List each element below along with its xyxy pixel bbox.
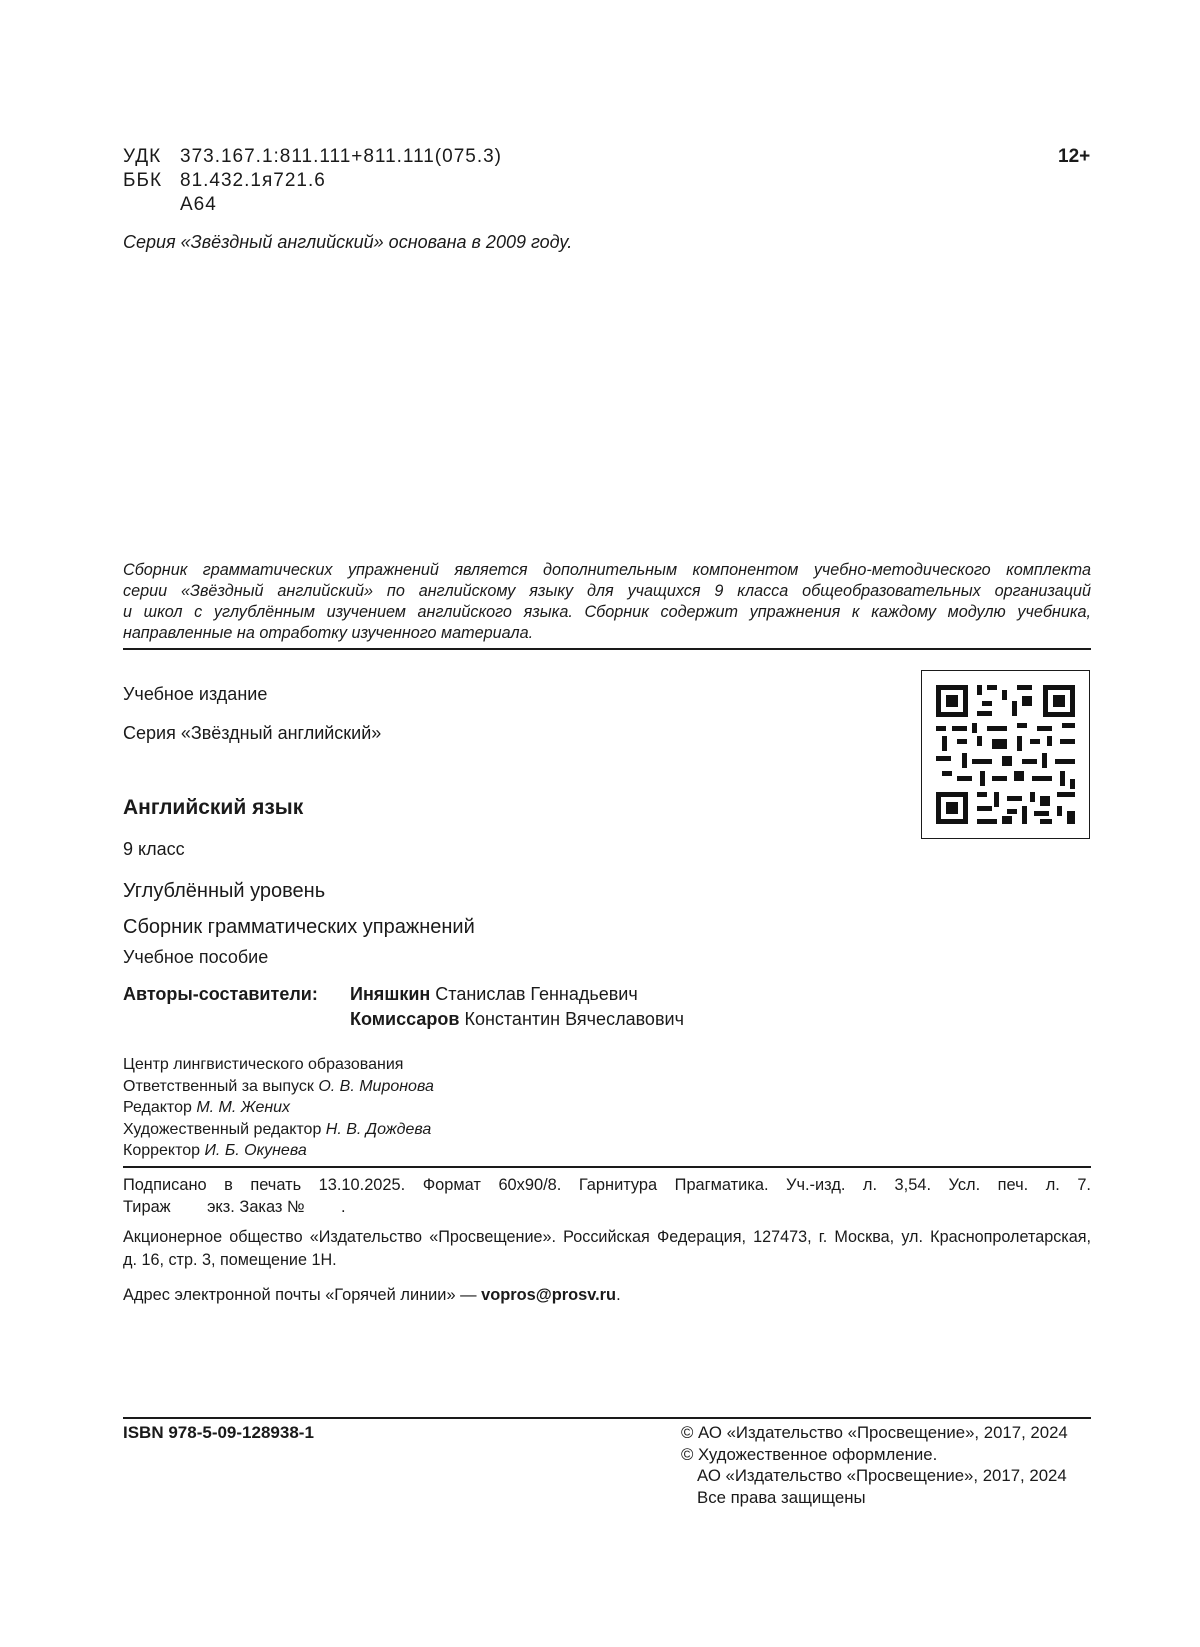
author-mark: А64 bbox=[180, 194, 217, 215]
qr-code-icon bbox=[922, 671, 1089, 838]
staff-line: Художественный редактор Н. В. Дождева bbox=[123, 1120, 432, 1138]
udk-value: 373.167.1:811.111+811.111(075.3) bbox=[180, 146, 503, 167]
qr-code bbox=[921, 670, 1090, 839]
bbk-label: ББК bbox=[123, 170, 163, 191]
staff-line: Редактор М. М. Жених bbox=[123, 1099, 291, 1116]
annotation bbox=[123, 560, 1091, 644]
copyright-line: © АО «Издательство «Просвещение», 2017, 2024 bbox=[681, 1423, 1068, 1442]
hotline: Адрес электронной почты «Горячей линии» — vopros@prosv.ru. bbox=[123, 1286, 621, 1304]
author-name: Константин Вячеславович bbox=[464, 1009, 684, 1029]
edition-type: Учебное издание bbox=[123, 684, 268, 704]
copyright-block bbox=[681, 1422, 1068, 1508]
staff-list bbox=[123, 1054, 434, 1162]
print-line: Тираж экз. Заказ № . bbox=[123, 1197, 346, 1216]
print-line: Подписано в печать 13.10.2025. Формат 60x90/8. Гарнитура Прагматика. Уч.-изд. л. 3,54. Усл. печ. л. 7. bbox=[123, 1176, 1091, 1194]
print-details bbox=[123, 1175, 1091, 1218]
divider bbox=[123, 1417, 1091, 1419]
authors-label: Авторы-составители: bbox=[123, 984, 318, 1004]
address-line: д. 16, стр. 3, помещение 1Н. bbox=[123, 1251, 337, 1269]
copyright-line: Все права защищены bbox=[697, 1487, 866, 1507]
staff-line: Корректор И. Б. Окунева bbox=[123, 1142, 307, 1159]
author-2 bbox=[350, 1008, 684, 1030]
edition-series: Серия «Звёздный английский» bbox=[123, 723, 382, 743]
divider bbox=[123, 648, 1091, 650]
copyright-line: АО «Издательство «Просвещение», 2017, 2024 bbox=[697, 1466, 1067, 1485]
age-rating: 12+ bbox=[1058, 146, 1091, 167]
author-surname: Комиссаров bbox=[350, 1009, 460, 1029]
annotation-line: и школ с углублённым изучением английского языка. Сборник содержит упражнения к каждому модулю учебника, bbox=[123, 603, 1091, 621]
book-grade: 9 класс bbox=[123, 839, 185, 859]
divider bbox=[123, 1166, 1091, 1168]
series-note: Серия «Звёздный английский» основана в 2009 году. bbox=[123, 232, 573, 252]
publisher-address bbox=[123, 1226, 1091, 1272]
address-line: Акционерное общество «Издательство «Просвещение». Российская Федерация, 127473, г. Москва, ул. Краснопролетарская, bbox=[123, 1228, 1091, 1246]
bbk-value: 81.432.1я721.6 bbox=[180, 170, 326, 191]
author-surname: Иняшкин bbox=[350, 984, 431, 1004]
author-1 bbox=[350, 983, 638, 1005]
book-title: Английский язык bbox=[123, 796, 304, 819]
book-level: Углублённый уровень bbox=[123, 880, 326, 902]
hotline-email-link[interactable]: vopros@prosv.ru bbox=[481, 1286, 617, 1304]
isbn: ISBN 978-5-09-128938-1 bbox=[123, 1423, 314, 1442]
book-subtitle: Сборник грамматических упражнений bbox=[123, 916, 475, 938]
copyright-line: © Художественное оформление. bbox=[681, 1444, 938, 1464]
udk-label: УДК bbox=[123, 146, 162, 167]
author-name: Станислав Геннадьевич bbox=[435, 984, 638, 1004]
annotation-line: направленные на отработку изученного материала. bbox=[123, 624, 534, 642]
annotation-line: Сборник грамматических упражнений является дополнительным компонентом учебно-методического комплекта bbox=[123, 561, 1091, 579]
annotation-line: серии «Звёздный английский» по английскому языку для учащихся 9 класса общеобразовательных организаций bbox=[123, 582, 1091, 600]
book-kind: Учебное пособие bbox=[123, 947, 269, 967]
staff-line: Ответственный за выпуск О. В. Миронова bbox=[123, 1077, 434, 1095]
staff-line: Центр лингвистического образования bbox=[123, 1056, 404, 1073]
